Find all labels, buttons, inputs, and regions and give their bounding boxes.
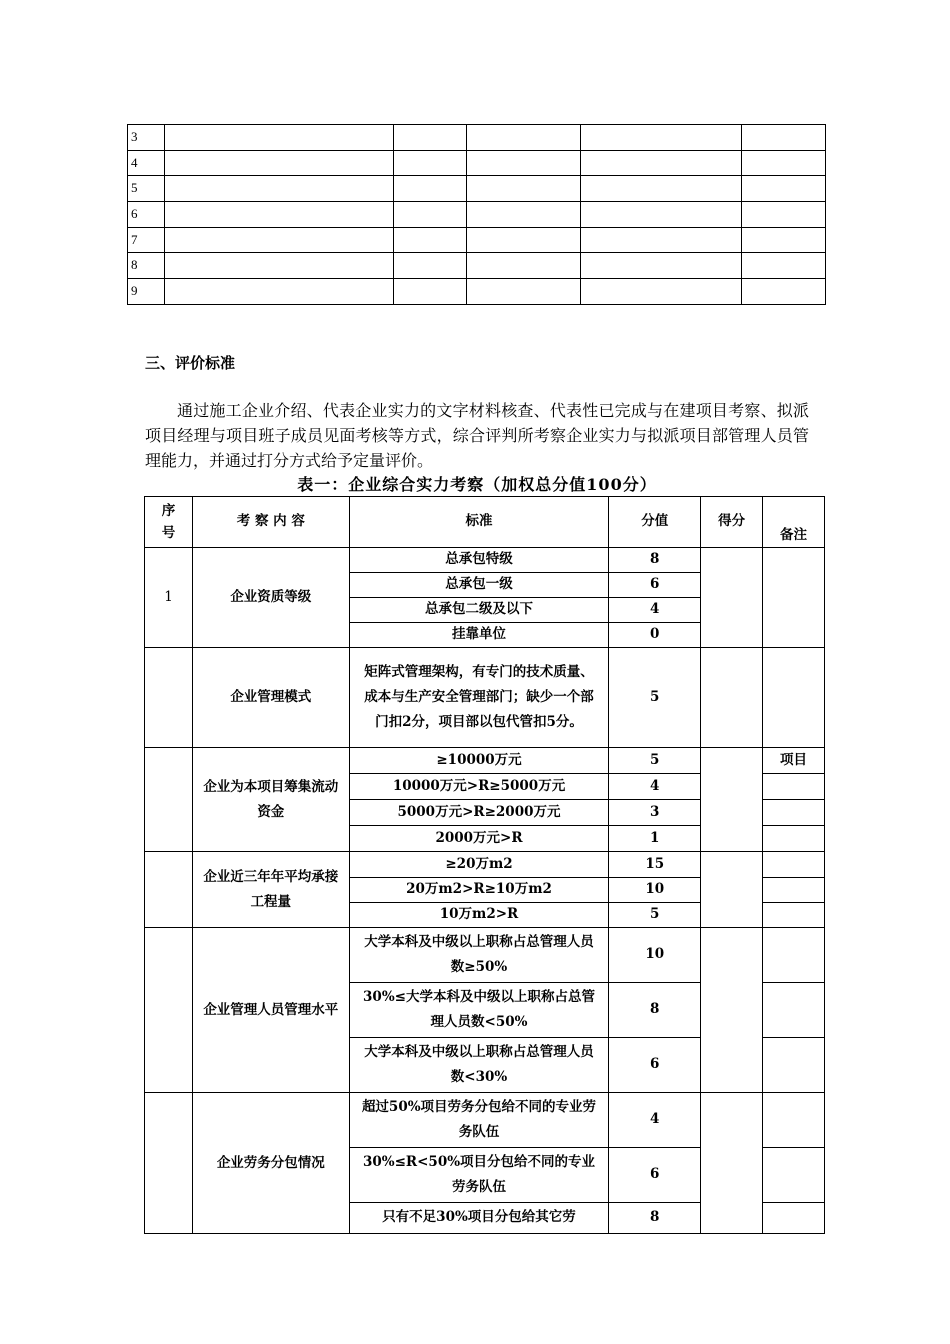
row-number: 7 xyxy=(128,227,165,253)
standard-cell: 30%≤大学本科及中级以上职称占总管理人员数<50% xyxy=(349,983,609,1038)
seq-cell xyxy=(145,648,193,748)
standard-cell: 大学本科及中级以上职称占总管理人员数≥50% xyxy=(349,928,609,983)
empty-cell xyxy=(581,202,742,228)
content-cell: 企业近三年年平均承接工程量 xyxy=(192,852,349,928)
empty-cell xyxy=(467,125,581,151)
table-row xyxy=(145,648,825,748)
remark-cell xyxy=(763,800,825,826)
empty-cell xyxy=(394,227,467,253)
empty-cell xyxy=(581,150,742,176)
row-number: 8 xyxy=(128,253,165,279)
content-cell: 企业劳务分包情况 xyxy=(192,1093,349,1234)
empty-cell xyxy=(581,125,742,151)
value-cell: 10 xyxy=(609,928,701,983)
table-title: 表一：企业综合实力考察（加权总分值100分） xyxy=(297,475,657,494)
standard-cell: 超过50%项目劳务分包给不同的专业劳务队伍 xyxy=(349,1093,609,1148)
header-standard: 标准 xyxy=(349,497,609,548)
remark-cell xyxy=(763,928,825,983)
score-cell xyxy=(701,548,763,648)
empty-cell xyxy=(394,176,467,202)
header-content: 考 察 内 容 xyxy=(192,497,349,548)
score-cell xyxy=(701,648,763,748)
seq-cell xyxy=(145,928,193,1093)
content-cell: 企业为本项目筹集流动资金 xyxy=(192,748,349,852)
empty-cell xyxy=(394,125,467,151)
table-row xyxy=(145,1093,825,1148)
empty-cell xyxy=(467,253,581,279)
value-cell: 4 xyxy=(609,1093,701,1148)
remark-cell xyxy=(763,878,825,903)
remark-cell xyxy=(763,852,825,878)
header-remark: 备注 xyxy=(763,497,825,548)
row-number: 5 xyxy=(128,176,165,202)
remark-cell xyxy=(763,548,825,648)
seq-cell xyxy=(145,748,193,852)
table-row xyxy=(145,548,825,573)
remark-cell xyxy=(763,1093,825,1148)
standard-cell: ≥10000万元 xyxy=(349,748,609,774)
content-cell: 企业资质等级 xyxy=(192,548,349,648)
empty-cell xyxy=(467,202,581,228)
standard-cell: 2000万元>R xyxy=(349,826,609,852)
remark-cell xyxy=(763,1203,825,1234)
empty-cell xyxy=(742,202,826,228)
table-row xyxy=(128,279,826,305)
table-row xyxy=(128,253,826,279)
score-cell xyxy=(701,748,763,852)
empty-cell xyxy=(467,176,581,202)
header-seq: 序号 xyxy=(145,497,193,548)
value-cell: 6 xyxy=(609,573,701,598)
empty-cell xyxy=(394,150,467,176)
standard-cell: 大学本科及中级以上职称占总管理人员数<30% xyxy=(349,1038,609,1093)
standard-cell: 10万m2>R xyxy=(349,903,609,928)
empty-cell xyxy=(581,253,742,279)
empty-cell xyxy=(742,150,826,176)
header-value: 分值 xyxy=(609,497,701,548)
row-number: 4 xyxy=(128,150,165,176)
empty-cell xyxy=(581,227,742,253)
section-heading: 三、评价标准 xyxy=(145,354,236,372)
value-cell: 6 xyxy=(609,1148,701,1203)
empty-cell xyxy=(742,176,826,202)
empty-cell xyxy=(165,279,394,305)
score-cell xyxy=(701,1093,763,1234)
remark-cell xyxy=(763,903,825,928)
empty-cell xyxy=(742,227,826,253)
intro-text: 通过施工企业介绍、代表企业实力的文字材料核查、代表性已完成与在建项目考察、拟派项目经理与项目班子成员见面考核等方式，综合评判所考察企业实力与拟派项目部管理人员管理能力，并通过打分方式给予定量评价。 xyxy=(145,401,809,470)
standard-cell: 20万m2>R≥10万m2 xyxy=(349,878,609,903)
continuation-table xyxy=(127,124,826,305)
empty-cell xyxy=(581,279,742,305)
value-cell: 4 xyxy=(609,774,701,800)
seq-cell xyxy=(145,1093,193,1234)
row-number: 9 xyxy=(128,279,165,305)
seq-cell xyxy=(145,852,193,928)
remark-cell xyxy=(763,1148,825,1203)
empty-cell xyxy=(394,253,467,279)
score-cell xyxy=(701,928,763,1093)
empty-cell xyxy=(394,279,467,305)
row-number: 3 xyxy=(128,125,165,151)
table-row xyxy=(145,928,825,983)
standard-cell: 30%≤R<50%项目分包给不同的专业劳务队伍 xyxy=(349,1148,609,1203)
value-cell: 3 xyxy=(609,800,701,826)
table-row xyxy=(128,227,826,253)
empty-cell xyxy=(165,125,394,151)
value-cell: 6 xyxy=(609,1038,701,1093)
standard-cell: 矩阵式管理架构，有专门的技术质量、成本与生产安全管理部门；缺少一个部门扣2分，项目部以包代管扣5分。 xyxy=(349,648,609,748)
empty-cell xyxy=(467,227,581,253)
header-score: 得分 xyxy=(701,497,763,548)
remark-cell xyxy=(763,826,825,852)
evaluation-table xyxy=(144,496,825,1234)
standard-cell: 总承包二级及以下 xyxy=(349,598,609,623)
value-cell: 5 xyxy=(609,903,701,928)
content-cell: 企业管理模式 xyxy=(192,648,349,748)
empty-cell xyxy=(467,279,581,305)
remark-cell xyxy=(763,983,825,1038)
table-row xyxy=(128,125,826,151)
value-cell: 0 xyxy=(609,623,701,648)
value-cell: 5 xyxy=(609,748,701,774)
remark-cell xyxy=(763,648,825,748)
standard-cell: 10000万元>R≥5000万元 xyxy=(349,774,609,800)
value-cell: 15 xyxy=(609,852,701,878)
value-cell: 8 xyxy=(609,548,701,573)
standard-cell: 总承包特级 xyxy=(349,548,609,573)
score-cell xyxy=(701,852,763,928)
table-row xyxy=(128,150,826,176)
remark-cell: 项目 xyxy=(763,748,825,774)
table-row xyxy=(128,176,826,202)
empty-cell xyxy=(467,150,581,176)
row-number: 6 xyxy=(128,202,165,228)
standard-cell: ≥20万m2 xyxy=(349,852,609,878)
empty-cell xyxy=(165,150,394,176)
value-cell: 1 xyxy=(609,826,701,852)
table-row xyxy=(128,202,826,228)
value-cell: 10 xyxy=(609,878,701,903)
empty-cell xyxy=(165,227,394,253)
value-cell: 5 xyxy=(609,648,701,748)
empty-cell xyxy=(742,125,826,151)
empty-cell xyxy=(581,176,742,202)
value-cell: 8 xyxy=(609,983,701,1038)
value-cell: 8 xyxy=(609,1203,701,1234)
content-cell: 企业管理人员管理水平 xyxy=(192,928,349,1093)
empty-cell xyxy=(742,279,826,305)
standard-cell: 只有不足30%项目分包给其它劳 xyxy=(349,1203,609,1234)
standard-cell: 5000万元>R≥2000万元 xyxy=(349,800,609,826)
table-row xyxy=(145,852,825,878)
empty-cell xyxy=(165,202,394,228)
table-row xyxy=(145,748,825,774)
empty-cell xyxy=(165,176,394,202)
remark-cell xyxy=(763,774,825,800)
empty-cell xyxy=(165,253,394,279)
empty-cell xyxy=(394,202,467,228)
value-cell: 4 xyxy=(609,598,701,623)
intro-paragraph xyxy=(145,398,809,473)
empty-cell xyxy=(742,253,826,279)
standard-cell: 挂靠单位 xyxy=(349,623,609,648)
standard-cell: 总承包一级 xyxy=(349,573,609,598)
seq-cell: 1 xyxy=(145,548,193,648)
remark-cell xyxy=(763,1038,825,1093)
